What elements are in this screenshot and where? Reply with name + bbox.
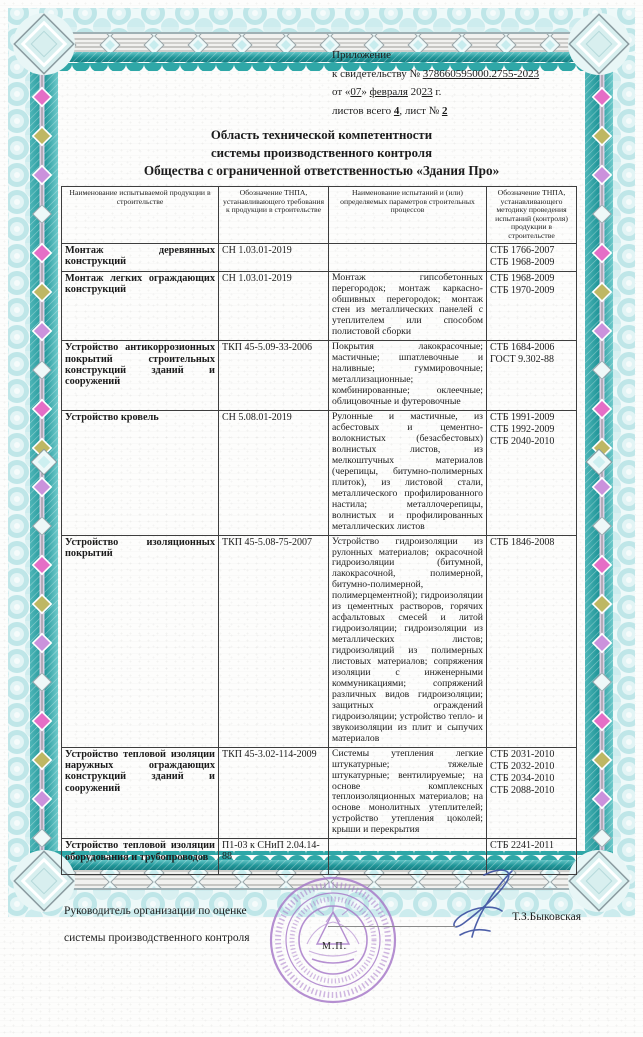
certificate-date-line	[332, 83, 583, 102]
table-cell: Монтаж гипсобетонных перегородок; монтаж каркасно-обшивных перегородок; монтаж стен из металлических панелей с утеплителем или способом полистовой сборки	[329, 271, 487, 341]
table-cell: Устройство изоляционных покрытий	[62, 535, 219, 747]
table-row	[62, 243, 577, 271]
table-cell	[487, 271, 577, 341]
tnpa-method-line: СТБ 1968-2009	[490, 256, 555, 268]
tnpa-method-line: СТБ 2032-2010	[490, 760, 555, 772]
table-cell: ТКП 45-3.02-114-2009	[219, 747, 329, 839]
tnpa-method-line: ГОСТ 9.302-88	[490, 354, 554, 366]
table-cell: ТКП 45-5.09-33-2006	[219, 341, 329, 411]
text-segment: февраля	[369, 86, 408, 99]
column-header: Наименование испытываемой продукции в строительстве	[62, 186, 219, 243]
table-row	[62, 535, 577, 747]
table-cell: Монтаж деревянных конструкций	[62, 243, 219, 271]
text-segment: 07	[350, 86, 362, 99]
signer-name: Т.З.Быковская	[512, 911, 581, 924]
text-segment: листов всего	[332, 104, 394, 117]
table-cell: Рулонные и мастичные, из асбестовых и цементно-волокнистых (безасбестовых) волнистых листов, из мелкоштучных материалов (черепицы, битумно-полимерных плиток), из листовой стали, металлического профилированного настила; металлочерепицы, волнистых и профилированных металлических листов	[329, 411, 487, 535]
signer-role-line-1: Руководитель организации по оценке	[64, 905, 247, 918]
text-segment: 4	[393, 104, 400, 117]
table-cell: Устройство тепловой изоляции оборудования и трубопроводов	[62, 839, 219, 875]
title-line-1: Область технической компетентности	[210, 128, 433, 143]
table-row	[62, 411, 577, 535]
text-segment: к свидетельству №	[332, 67, 423, 80]
appendix-header	[332, 46, 583, 120]
table-cell: Устройство антикоррозионных покрытий строительных конструкций зданий и сооружений	[62, 341, 219, 411]
signature-line	[328, 926, 456, 927]
appendix-label: Приложение	[332, 49, 392, 61]
table-cell	[487, 535, 577, 747]
tnpa-method-line: СТБ 2088-2010	[490, 784, 555, 796]
column-header: Обозначение ТНПА, устанавливающего методику проведения испытаний (контроля) продукции в строительстве	[487, 186, 577, 243]
tnpa-method-line: СТБ 2034-2010	[490, 772, 555, 784]
tnpa-method-line: СТБ 1766-2007	[490, 244, 555, 256]
document-content	[60, 46, 583, 1037]
table-cell	[487, 411, 577, 535]
tnpa-method-line: СТБ 2040-2010	[490, 436, 555, 448]
title-line-2: системы производственного контроля	[211, 145, 432, 160]
text-segment: от «	[332, 86, 351, 99]
column-header: Наименование испытаний и (или) определяемых параметров строительных процессов	[329, 186, 487, 243]
table-cell: Устройство тепловой изоляции наружных ограждающих конструкций зданий и сооружений	[62, 747, 219, 839]
table-row	[62, 271, 577, 341]
table-cell	[329, 243, 487, 271]
table-row	[62, 747, 577, 839]
table-cell: ТКП 45-5.08-75-2007	[219, 535, 329, 747]
tnpa-method-line: СТБ 1846-2008	[490, 536, 555, 548]
text-segment: 2	[441, 104, 448, 117]
tnpa-method-line: СТБ 1970-2009	[490, 284, 555, 296]
document-title	[60, 127, 583, 181]
text-segment: 23	[421, 86, 433, 99]
tnpa-method-line: СТБ 1991-2009	[490, 412, 555, 424]
competence-table	[61, 186, 577, 875]
signer-role-line-2: системы производственного контроля	[64, 932, 250, 945]
table-cell	[487, 243, 577, 271]
sheet-count-line	[332, 102, 583, 121]
tnpa-method-line: СТБ 1684-2006	[490, 342, 555, 354]
signature-block	[60, 887, 583, 1037]
table-cell: СН 1.03.01-2019	[219, 271, 329, 341]
table-cell: Устройство кровель	[62, 411, 219, 535]
table-cell: Покрытия лакокрасочные; мастичные; шпатлевочные и наливные; гуммировочные; металлизационные; комбинированные; оклеечные; облицовочные и футеровочные	[329, 341, 487, 411]
table-body	[62, 243, 577, 875]
text-segment: 378660595000.2755-2023	[422, 67, 540, 80]
table-cell: Системы утепления легкие штукатурные; тяжелые штукатурные; вентилируемые; на основе комплексных теплоизоляционных материалов; на основе монолитных утеплителей; устройство утепления цоколей; крыши и перекрытия	[329, 747, 487, 839]
signer-role	[64, 898, 250, 952]
stamp-place-mark: М.П.	[322, 941, 348, 953]
tnpa-method-line: СТБ 1968-2009	[490, 272, 555, 284]
table-cell: Устройство гидроизоляции из рулонных материалов; окрасочной гидроизоляции (битумной, лакокрасочной, полимерной, битумно-полимерной, полимерцементной); гидроизоляции из цементных растворов, горячих асфальтовых смесей и литой гидроизоляции; гидроизоляции из металлических листов; гидроизоляций из полимерных листовых материалов; сопряжения изоляции с инженерными коммуникациями; сопряжений различных видов гидроизоляции; защитных ограждений гидроизоляции; устройство тепло- и звукоизоляции из плит и сыпучих материалов	[329, 535, 487, 747]
table-cell	[487, 341, 577, 411]
column-header: Обозначение ТНПА, устанавливающего требования к продукции в строительстве	[219, 186, 329, 243]
text-segment: , лист №	[399, 104, 442, 117]
table-cell: Монтаж легких ограждающих конструкций	[62, 271, 219, 341]
text-segment: »	[361, 86, 370, 99]
text-segment: 20	[407, 86, 422, 99]
tnpa-method-line: СТБ 2031-2010	[490, 748, 555, 760]
table-cell: П1-03 к СНиП 2.04.14-88	[219, 839, 329, 875]
signature	[360, 865, 535, 955]
table-cell: СН 5.08.01-2019	[219, 411, 329, 535]
table-cell	[487, 747, 577, 839]
tnpa-method-line: СТБ 2241-2011	[490, 840, 554, 852]
tnpa-method-line: СТБ 1992-2009	[490, 424, 555, 436]
certificate-number-line	[332, 65, 583, 84]
text-segment: г.	[432, 86, 442, 99]
table-cell: СН 1.03.01-2019	[219, 243, 329, 271]
table-row	[62, 341, 577, 411]
table-header-row	[62, 186, 577, 243]
title-line-3: Общества с ограниченной ответственностью «Здания Про»	[143, 163, 500, 179]
